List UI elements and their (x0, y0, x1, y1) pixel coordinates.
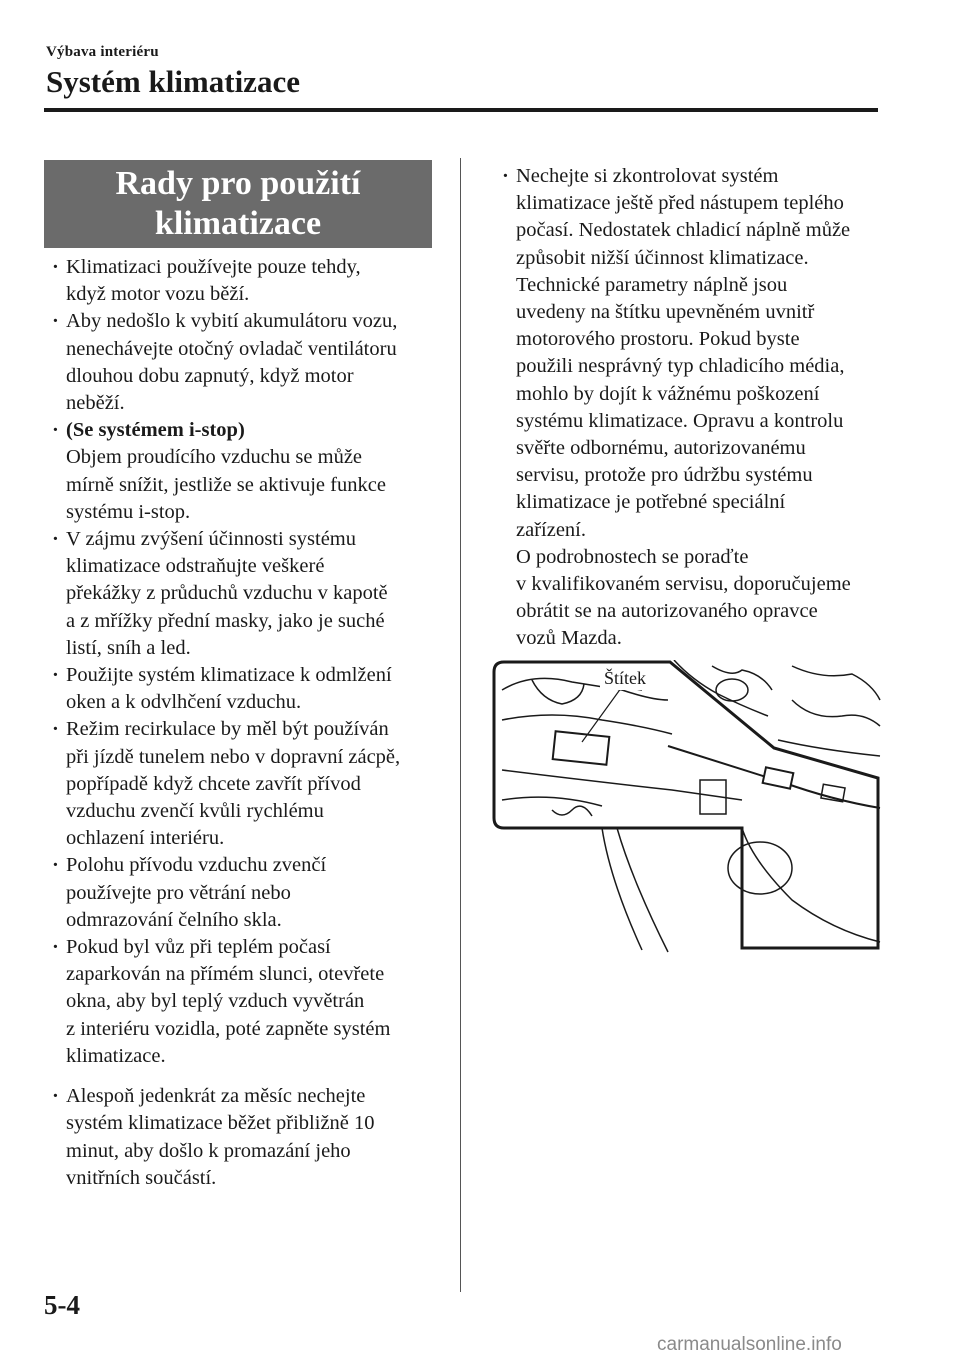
bullet-dot: · (52, 528, 59, 551)
bullet-line: a z mřížky přední masky, jako je suché (66, 609, 385, 632)
bullet-line: listí, sníh a led. (66, 636, 191, 659)
bullet-line: motorového prostoru. Pokud byste (516, 328, 800, 351)
bullet-item (44, 254, 440, 308)
bullet-line: svěřte odbornému, autorizovanému (516, 437, 806, 460)
bullet-line: počasí. Nedostatek chladicí náplně může (516, 219, 851, 242)
bullet-line: když motor vozu běží. (66, 283, 250, 306)
bullet-line: minut, aby došlo k promazání jeho (66, 1139, 351, 1162)
bullet-line: V zájmu zvýšení účinnosti systému (66, 528, 357, 551)
bullet-dot: · (52, 256, 59, 278)
bullet-line: systému klimatizace. Opravu a kontrolu (516, 409, 844, 432)
watermark: carmanualsonline.info (657, 1334, 842, 1355)
bullet-dot: · (52, 718, 59, 741)
bullet-item (44, 308, 440, 417)
bullet-line: mohlo by dojít k vážnému poškození (516, 382, 820, 405)
bullet-line: vozů Mazda. (516, 627, 622, 650)
bullet-line: vzduchu zvenčí kvůli rychlému (66, 800, 324, 823)
bullet-line: (Se systémem i-stop) (66, 419, 245, 442)
figure-frame (494, 662, 878, 948)
panel-detail-left (502, 770, 742, 816)
bullet-item (44, 716, 440, 852)
header-rule (44, 108, 878, 112)
bullet-item (44, 662, 440, 716)
bullet-dot: · (52, 664, 59, 687)
bullet-line: klimatizace. (66, 1044, 166, 1067)
bullet-line: použili nesprávný typ chladicího média, (516, 355, 845, 378)
bullet-line: O podrobnostech se poraďte (516, 545, 749, 568)
bullet-line: z interiéru vozidla, poté zapněte systém (66, 1017, 391, 1040)
bullet-line: obrátit se na autorizovaného opravce (516, 600, 818, 623)
label-leader-line (582, 684, 624, 742)
bullet-line: klimatizace ještě před nástupem teplého (516, 192, 844, 215)
bullet-line: mírně snížit, jestliže se aktivuje funkce (66, 473, 386, 496)
page-number: 5-4 (44, 1290, 80, 1320)
chapter-title: Systém klimatizace (46, 64, 300, 99)
bullet-dot: · (502, 165, 509, 187)
bullet-line: Polohu přívodu vzduchu zvenčí (66, 854, 327, 877)
label-sticker-right (763, 767, 794, 788)
left-column (44, 254, 440, 1192)
topic-title-box (44, 160, 432, 248)
bullet-line: oken a k odvlhčení vzduchu. (66, 691, 302, 714)
bullet-line: popřípadě když chcete zavřít přívod (66, 772, 361, 795)
label-stitek: Štítek (604, 668, 647, 688)
column-divider (460, 158, 461, 1292)
topic-title-line-1: Rady pro použití (115, 165, 361, 202)
bullet-item (44, 526, 440, 662)
spacer (44, 1070, 440, 1083)
topic-title-line-2: klimatizace (154, 205, 322, 242)
bullet-line: při jízdě tunelem nebo v dopravní zácpě, (66, 745, 401, 768)
right-column (494, 163, 880, 653)
bullet-line: nenechávejte otočný ovladač ventilátoru (66, 337, 397, 360)
bullet-dot: · (52, 310, 59, 333)
bullet-item (44, 1083, 440, 1192)
engine-bay-detail-right (674, 660, 880, 756)
bullet-line: ochlazení interiéru. (66, 827, 225, 850)
bullet-line: překážky z průduchů vzduchu v kapotě (66, 582, 388, 605)
bullet-item (44, 852, 440, 934)
bullet-line: uvedeny na štítku upevněném uvnitř (516, 301, 815, 324)
bullet-item (44, 934, 440, 1070)
bullet-line: Technické parametry náplně jsou (516, 273, 788, 296)
bullet-line: Nechejte si zkontrolovat systém (516, 165, 779, 187)
bullet-line: Klimatizaci používejte pouze tehdy, (66, 256, 361, 278)
bullet-line: servisu, protože pro údržbu systému (516, 464, 813, 487)
bullet-line: systému i-stop. (66, 500, 191, 523)
bullet-dot: · (52, 936, 59, 959)
bullet-line: vnitřních součástí. (66, 1166, 217, 1189)
bullet-dot: · (52, 854, 59, 877)
bullet-line: způsobit nižší účinnost klimatizace. (516, 246, 809, 269)
bullet-line: Režim recirkulace by měl být používán (66, 718, 389, 741)
bullet-line: zařízení. (516, 518, 586, 541)
bullet-item (44, 417, 440, 526)
bullet-line: Aby nedošlo k vybití akumulátoru vozu, (66, 310, 398, 333)
engine-bay-illustration (492, 660, 882, 960)
bullet-line: Použijte systém klimatizace k odmlžení (66, 664, 392, 687)
bullet-line: neběží. (66, 392, 125, 415)
reservoir-cap (716, 679, 748, 701)
label-sticker-left (553, 731, 610, 764)
bullet-line: okna, aby byl teplý vzduch vyvětrán (66, 990, 365, 1013)
bullet-line: v kvalifikovaném servisu, doporučujeme (516, 573, 851, 596)
bullet-dot: · (52, 419, 59, 442)
bullet-line: Objem proudícího vzduchu se může (66, 446, 363, 469)
section-header: Výbava interiéru (46, 44, 159, 60)
bullet-dot: · (52, 1085, 59, 1108)
bullet-line: používejte pro větrání nebo (66, 881, 291, 904)
bullet-line: Alespoň jedenkrát za měsíc nechejte (66, 1085, 366, 1108)
bullet-line: odmrazování čelního skla. (66, 908, 282, 931)
bullet-item (494, 163, 880, 653)
bullet-line: systém klimatizace běžet přibližně 10 (66, 1112, 375, 1135)
bullet-line: dlouhou dobu zapnutý, když motor (66, 364, 354, 387)
bullet-line: Pokud byl vůz při teplém počasí (66, 936, 331, 959)
bullet-line: zaparkován na přímém slunci, otevřete (66, 963, 385, 986)
emblem-recess (728, 842, 792, 894)
bullet-line: klimatizace odstraňujte veškeré (66, 555, 325, 578)
bullet-line: klimatizace je potřebné speciální (516, 491, 786, 514)
